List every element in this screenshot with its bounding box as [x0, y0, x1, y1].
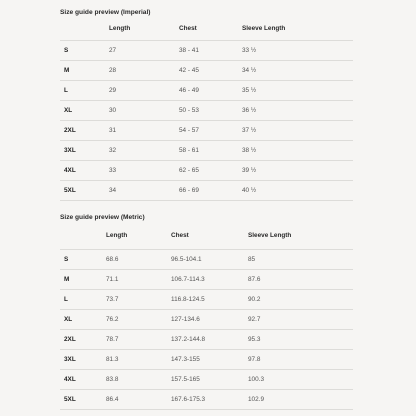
- sleeve-length-value: 90.2: [248, 296, 261, 303]
- length-value: 31: [109, 127, 117, 134]
- length-value: 30: [109, 107, 117, 114]
- table-row: [60, 250, 353, 270]
- metric-table-header: [60, 230, 353, 250]
- size-label: 4XL: [64, 167, 76, 174]
- size-label: L: [64, 296, 68, 303]
- size-label: 3XL: [64, 147, 76, 154]
- sleeve-length-value: 34 ½: [242, 67, 257, 74]
- length-value: 33: [109, 167, 117, 174]
- chest-value: 38 - 41: [179, 47, 199, 54]
- length-value: 68.6: [106, 256, 119, 263]
- chest-value: 106.7-114.3: [171, 276, 205, 283]
- column-header-chest: Chest: [171, 232, 189, 239]
- chest-value: 42 - 45: [179, 67, 199, 74]
- chest-value: 167.6-175.3: [171, 396, 206, 403]
- size-label: 4XL: [64, 376, 76, 383]
- sleeve-length-value: 95.3: [248, 336, 261, 343]
- length-value: 71.1: [106, 276, 119, 283]
- column-header-sleeve-length: Sleeve Length: [242, 25, 286, 32]
- size-label: 5XL: [64, 187, 76, 194]
- size-label: S: [64, 47, 69, 54]
- length-value: 32: [109, 147, 117, 154]
- table-row: [60, 161, 353, 181]
- table-row: [60, 101, 353, 121]
- length-value: 83.8: [106, 376, 119, 383]
- metric-size-table: [60, 230, 353, 410]
- size-label: S: [64, 256, 69, 263]
- size-label: XL: [64, 316, 73, 323]
- metric-size-guide: [60, 214, 353, 403]
- size-label: 2XL: [64, 127, 76, 134]
- chest-value: 147.3-155: [171, 356, 200, 363]
- table-row: [60, 270, 353, 290]
- table-row: [60, 330, 353, 350]
- length-value: 34: [109, 187, 117, 194]
- size-label: 5XL: [64, 396, 76, 403]
- table-row: [60, 141, 353, 161]
- imperial-table-header: [60, 24, 353, 41]
- sleeve-length-value: 85: [248, 256, 256, 263]
- sleeve-length-value: 40 ½: [242, 187, 257, 194]
- length-value: 73.7: [106, 296, 119, 303]
- size-label: M: [64, 67, 70, 74]
- sleeve-length-value: 38 ½: [242, 147, 257, 154]
- length-value: 29: [109, 87, 117, 94]
- sleeve-length-value: 97.8: [248, 356, 261, 363]
- chest-value: 116.8-124.5: [171, 296, 205, 303]
- sleeve-length-value: 102.9: [248, 396, 264, 403]
- length-value: 78.7: [106, 336, 119, 343]
- column-header-sleeve-length: Sleeve Length: [248, 232, 292, 239]
- table-row: [60, 310, 353, 330]
- chest-value: 62 - 65: [179, 167, 199, 174]
- length-value: 76.2: [106, 316, 119, 323]
- sleeve-length-value: 33 ½: [242, 47, 257, 54]
- table-row: [60, 181, 353, 201]
- size-label: 3XL: [64, 356, 76, 363]
- table-row: [60, 61, 353, 81]
- sleeve-length-value: 92.7: [248, 316, 261, 323]
- column-header-length: Length: [109, 25, 131, 32]
- size-label: L: [64, 87, 68, 94]
- sleeve-length-value: 87.6: [248, 276, 261, 283]
- length-value: 81.3: [106, 356, 119, 363]
- column-header-chest: Chest: [179, 25, 197, 32]
- imperial-size-guide: [60, 9, 353, 194]
- imperial-size-table: [60, 24, 353, 201]
- chest-value: 50 - 53: [179, 107, 199, 114]
- length-value: 28: [109, 67, 117, 74]
- sleeve-length-value: 35 ½: [242, 87, 257, 94]
- column-header-length: Length: [106, 232, 128, 239]
- chest-value: 66 - 69: [179, 187, 199, 194]
- size-label: 2XL: [64, 336, 76, 343]
- table-row: [60, 350, 353, 370]
- sleeve-length-value: 36 ½: [242, 107, 257, 114]
- sleeve-length-value: 37 ½: [242, 127, 257, 134]
- imperial-title: Size guide preview (Imperial): [60, 9, 151, 16]
- table-row: [60, 390, 353, 410]
- length-value: 86.4: [106, 396, 119, 403]
- table-row: [60, 81, 353, 101]
- metric-title: Size guide preview (Metric): [60, 214, 145, 221]
- sleeve-length-value: 100.3: [248, 376, 264, 383]
- chest-value: 58 - 61: [179, 147, 199, 154]
- size-label: M: [64, 276, 70, 283]
- table-row: [60, 121, 353, 141]
- chest-value: 137.2-144.8: [171, 336, 206, 343]
- length-value: 27: [109, 47, 117, 54]
- chest-value: 96.5-104.1: [171, 256, 202, 263]
- chest-value: 46 - 49: [179, 87, 199, 94]
- chest-value: 127-134.6: [171, 316, 200, 323]
- chest-value: 157.5-165: [171, 376, 200, 383]
- table-row: [60, 370, 353, 390]
- table-row: [60, 290, 353, 310]
- size-label: XL: [64, 107, 73, 114]
- sleeve-length-value: 39 ½: [242, 167, 257, 174]
- chest-value: 54 - 57: [179, 127, 199, 134]
- table-row: [60, 41, 353, 61]
